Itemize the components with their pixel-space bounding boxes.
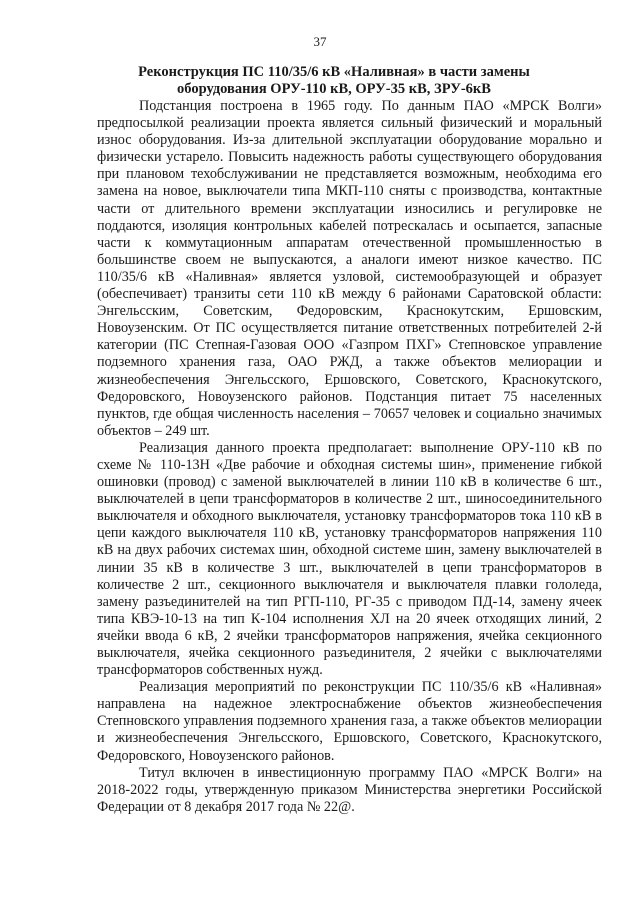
body-text	[97, 98, 602, 816]
section-title	[110, 64, 558, 98]
paragraph-background: Подстанция построена в 1965 году. По данным ПАО «МРСК Волги» предпосылкой реализации проекта является сильный физический и моральный износ оборудования. Из-за длительной эксплуатации оборудование морально и физически устарело. Повысить надежность работы существующего оборудования при плановом техобслуживании не представляется возможным, необходима его замена на новое, выключатели типа МКП-110 сняты с производства, контактные части от длительного времени эксплуатации износились и регулировке не поддаются, изоляция контрольных кабелей потрескалась и осыпается, запасные части к коммутационным аппаратам отечественной промышленностью в большинстве своем не выпускаются, а аналоги имеют низкое качество. ПС 110/35/6 кВ «Наливная» является узловой, системообразующей и образует (обеспечивает) транзиты сети 110 кВ между 6 районами Саратовской области: Энгельсским, Советским, Федоровским, Краснокутским, Ершовским, Новоузенским. От ПС осуществляется питание ответственных потребителей 2-й категории (ПС Степная-Газовая ООО «Газпром ПХГ» Степновское управление подземного хранения газа, ОАО РЖД, а также объектов мелиорации и жизнеобеспечения Энгельсского, Ершовского, Советского, Краснокутского, Федоровского, Новоузенского районов. Подстанция питает 75 населенных пунктов, где общая численность населения – 70657 человек и социально значимых объектов – 249 шт.	[97, 98, 602, 439]
section-title-line-2: оборудования ОРУ-110 кВ, ОРУ-35 кВ, ЗРУ-6кВ	[177, 81, 491, 97]
page-number: 37	[313, 34, 327, 49]
section-title-line-1: Реконструкция ПС 110/35/6 кВ «Наливная» в части замены	[138, 64, 530, 80]
paragraph-investment-program: Титул включен в инвестиционную программу ПАО «МРСК Волги» на 2018-2022 годы, утвержденную приказом Министерства энергетики Российской Федерации от 8 декабря 2017 года № 22@.	[97, 764, 602, 815]
paragraph-scope: Реализация данного проекта предполагает: выполнение ОРУ-110 кВ по схеме № 110-13Н «Две рабочие и обходная системы шин», применение гибкой ошиновки (провод) с заменой выключателей в линии 110 кВ в количестве 6 шт., выключателей в цепи трансформаторов в количестве 2 шт., шиносоединительного выключателя и обходного выключателя, установку трансформаторов тока 110 кВ в цепи каждого выключателя 110 кВ, установку трансформаторов напряжения 110 кВ на двух рабочих системах шин, обходной системе шин, замену выключателей в линии 35 кВ в количестве 3 шт., выключателей в цепи трансформаторов в количестве 2 шт., секционного выключателя и выключателя плавки гололеда, замену разъединителей на тип РГП-110, РГ-35 с приводом ПД-14, замену ячеек типа КВЭ-10-13 на тип К-104 исполнения ХЛ на 20 ячеек отходящих линий, 2 ячейки ввода 6 кВ, 2 ячейки трансформаторов напряжения, ячейка секционного выключателя, ячейка секционного разъединителя, 2 ячейки с выключателями трансформаторов собственных нужд.	[97, 439, 602, 679]
paragraph-purpose: Реализация мероприятий по реконструкции ПС 110/35/6 кВ «Наливная» направлена на надежное электроснабжение объектов жизнеобеспечения Степновского управления подземного хранения газа, а также объектов мелиорации и жизнеобеспечения Энгельсского, Ершовского, Советского, Краснокутского, Федоровского, Новоузенского районов.	[97, 679, 602, 764]
